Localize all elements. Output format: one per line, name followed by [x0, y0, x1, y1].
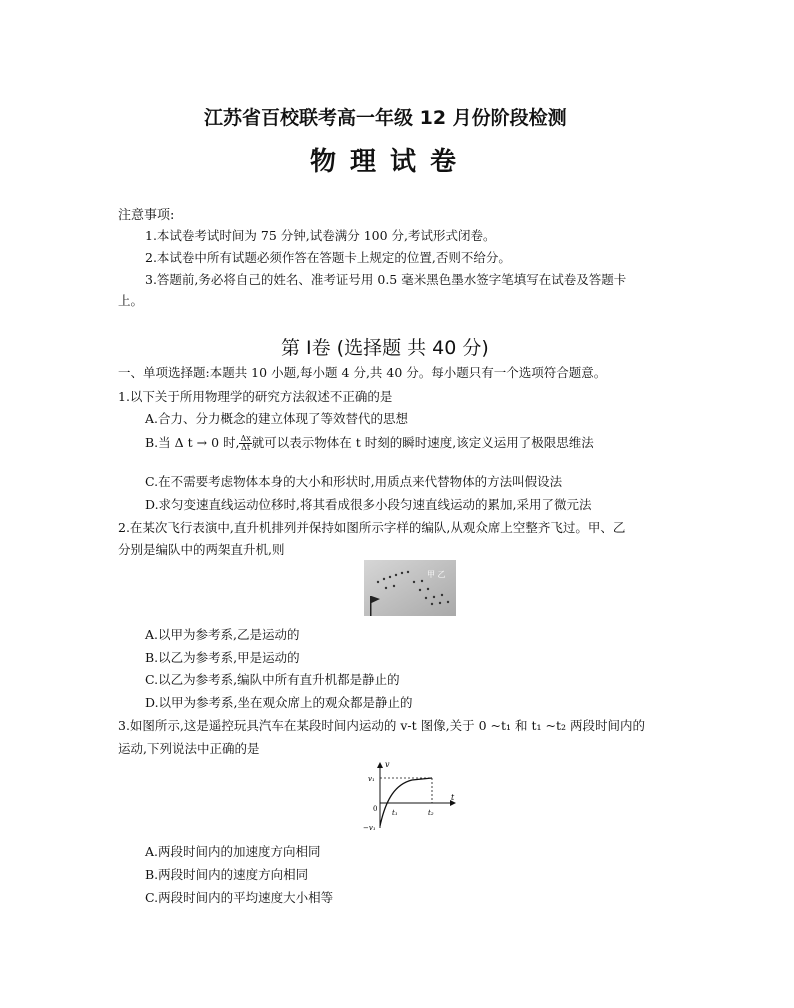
- question-stem: 2.在某次飞行表演中,直升机排列并保持如图所示字样的编队,从观众席上空整齐飞过。甲、乙: [118, 520, 626, 535]
- vt-curve: [380, 778, 432, 826]
- option-d: D.求匀变速直线运动位移时,将其看成很多小段匀速直线运动的累加,采用了微元法: [145, 497, 592, 512]
- question-stem: 1.以下关于所用物理学的研究方法叙述不正确的是: [118, 389, 393, 404]
- option-b-prefix: B.当 Δ t → 0 时,: [145, 435, 240, 450]
- exam-subject-title: 物理试卷: [310, 147, 471, 177]
- helicopter-formation-photo: [364, 560, 456, 616]
- notice-item: 2.本试卷中所有试题必须作答在答题卡上规定的位置,否则不给分。: [145, 250, 511, 265]
- formation-image-icon: [364, 560, 456, 616]
- exam-title: 江苏省百校联考高一年级 12 月份阶段检测: [204, 107, 567, 129]
- photo-label: 甲 乙: [427, 570, 446, 579]
- notice-heading: 注意事项:: [118, 208, 175, 223]
- delta-fraction: [239, 435, 251, 452]
- option-b: B.两段时间内的速度方向相同: [145, 867, 309, 882]
- vt-graph: [360, 758, 460, 833]
- question-stem-cont: 运动,下列说法中正确的是: [118, 741, 260, 756]
- section-title: 第 Ⅰ卷 (选择题 共 40 分): [281, 337, 489, 359]
- origin-label: 0: [373, 805, 378, 813]
- question-stem: 3.如图所示,这是遥控玩具汽车在某段时间内运动的 v-t 图像,关于 0 ~t₁ 和 t₁ ~t₂ 两段时间内的: [118, 718, 645, 733]
- v1-label: v₁: [368, 775, 375, 783]
- option-d: D.以甲为参考系,坐在观众席上的观众都是静止的: [145, 695, 413, 710]
- t2-label: t₂: [428, 809, 434, 817]
- option-a: A.以甲为参考系,乙是运动的: [145, 627, 300, 642]
- option-c: C.在不需要考虑物体本身的大小和形状时,用质点来代替物体的方法叫假设法: [145, 474, 563, 489]
- neg-v1-label: −v₁: [363, 824, 376, 832]
- notice-item: 1.本试卷考试时间为 75 分钟,试卷满分 100 分,考试形式闭卷。: [145, 228, 496, 243]
- fraction-numerator: Δx: [240, 434, 251, 443]
- section-intro: 一、单项选择题:本题共 10 小题,每小题 4 分,共 40 分。每小题只有一个选项符合题意。: [118, 365, 607, 380]
- option-b-suffix: 就可以表示物体在 t 时刻的瞬时速度,该定义运用了极限思维法: [251, 435, 594, 450]
- t1-label: t₁: [392, 809, 398, 817]
- option-c: C.以乙为参考系,编队中所有直升机都是静止的: [145, 672, 400, 687]
- option-a: A.合力、分力概念的建立体现了等效替代的思想: [145, 411, 409, 426]
- t-axis-label: t: [451, 793, 455, 802]
- fraction-denominator: Δt: [241, 443, 251, 452]
- option-b: [145, 433, 594, 452]
- v-axis-label: v: [385, 760, 390, 769]
- notice-item: 上。: [118, 293, 144, 308]
- option-b: B.以乙为参考系,甲是运动的: [145, 650, 300, 665]
- notice-item: 3.答题前,务必将自己的姓名、准考证号用 0.5 毫米黑色墨水签字笔填写在试卷及答题卡: [145, 272, 627, 287]
- option-c: C.两段时间内的平均速度大小相等: [145, 890, 334, 905]
- question-stem-cont: 分别是编队中的两架直升机,则: [118, 542, 285, 557]
- option-a: A.两段时间内的加速度方向相同: [145, 844, 321, 859]
